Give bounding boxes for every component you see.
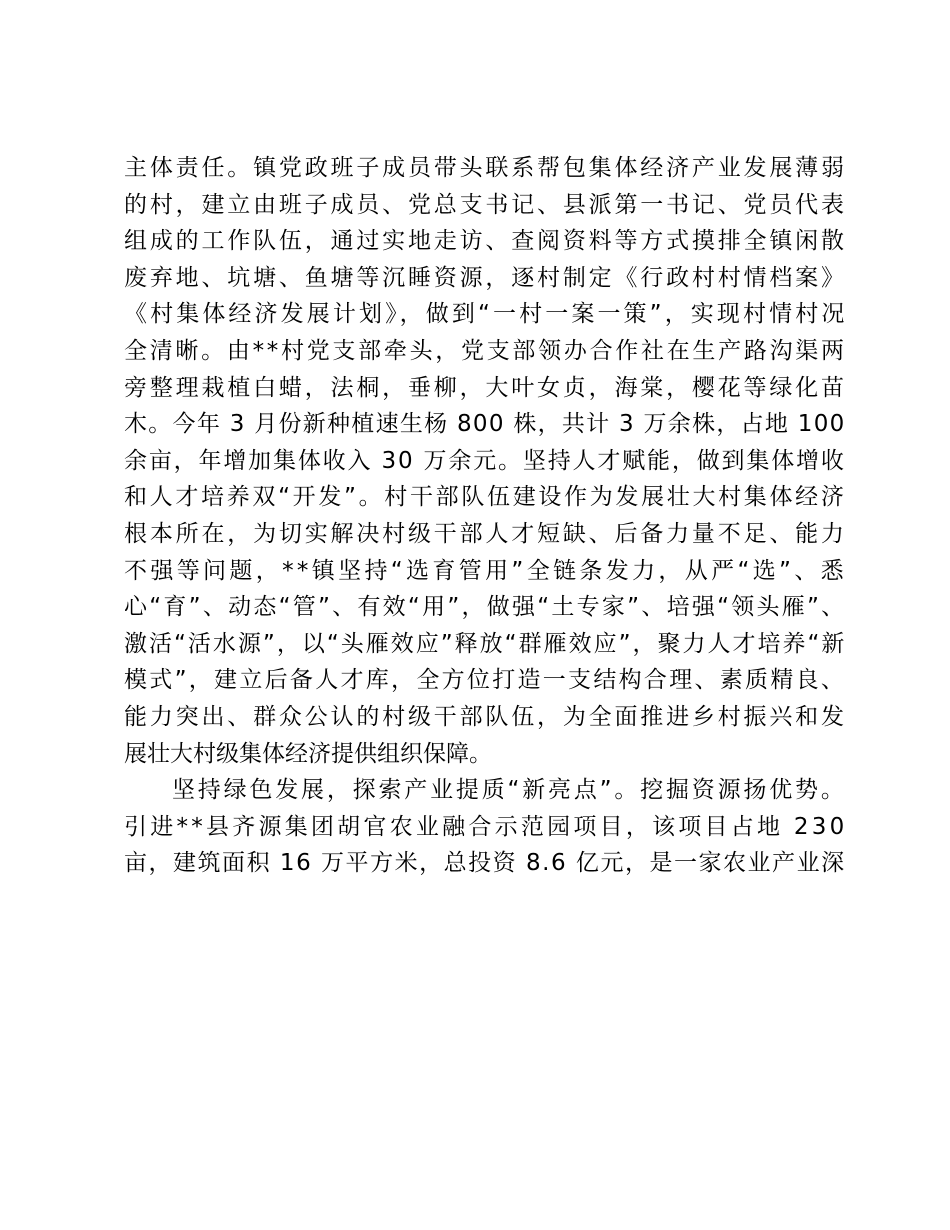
- text-line: 《村集体经济发展计划》，做到“一村一案一策”，实现村情村况: [124, 301, 848, 328]
- text-line: 废弃地、坑塘、鱼塘等沉睡资源，逐村制定《行政村村情档案》: [124, 264, 847, 291]
- document-body: [124, 150, 848, 882]
- text-line: 不强等问题，**镇坚持“选育管用”全链条发力，从严“选”、悉: [124, 557, 848, 584]
- text-line: 主体责任。镇党政班子成员带头联系帮包集体经济产业发展薄弱: [124, 155, 847, 181]
- text-line: 引进**县齐源集团胡官农业融合示范园项目，该项目占地 230: [124, 813, 848, 840]
- text-line: 心“育”、动态“管”、有效“用”，做强“土专家”、培强“领头雁”、: [124, 594, 847, 621]
- text-line: 模式”，建立后备人才库，全方位打造一支结构合理、素质精良、: [124, 667, 847, 694]
- text-line: 亩，建筑面积 16 万平方米，总投资 8.6 亿元，是一家农业产业深: [124, 850, 846, 877]
- text-line: 木。今年 3 月份新种植速生杨 800 株，共计 3 万余株，占地 100: [124, 411, 846, 438]
- text-line: 展壮大村级集体经济提供组织保障。: [124, 740, 492, 767]
- text-line: 的村，建立由班子成员、党总支书记、县派第一书记、党员代表: [124, 191, 847, 218]
- text-line: 能力突出、群众公认的村级干部队伍，为全面推进乡村振兴和发: [124, 703, 847, 730]
- text-line: 全清晰。由**村党支部牵头，党支部领办合作社在生产路沟渠两: [124, 337, 847, 364]
- text-line: 组成的工作队伍，通过实地走访、查阅资料等方式摸排全镇闲散: [124, 228, 847, 255]
- text-line: 和人才培养双“开发”。村干部队伍建设作为发展壮大村集体经济: [124, 484, 847, 511]
- text-line: 旁整理栽植白蜡，法桐，垂柳，大叶女贞，海棠，樱花等绿化苗: [124, 374, 847, 401]
- text-line: 余亩，年增加集体收入 30 万余元。坚持人才赋能，做到集体增收: [124, 447, 846, 474]
- text-line: 激活“活水源”，以“头雁效应”释放“群雁效应”，聚力人才培养“新: [124, 630, 847, 657]
- paragraph-start-line: 坚持绿色发展，探索产业提质“新亮点”。挖掘资源扬优势。: [172, 777, 847, 804]
- text-line: 根本所在，为切实解决村级干部人才短缺、后备力量不足、能力: [124, 520, 847, 547]
